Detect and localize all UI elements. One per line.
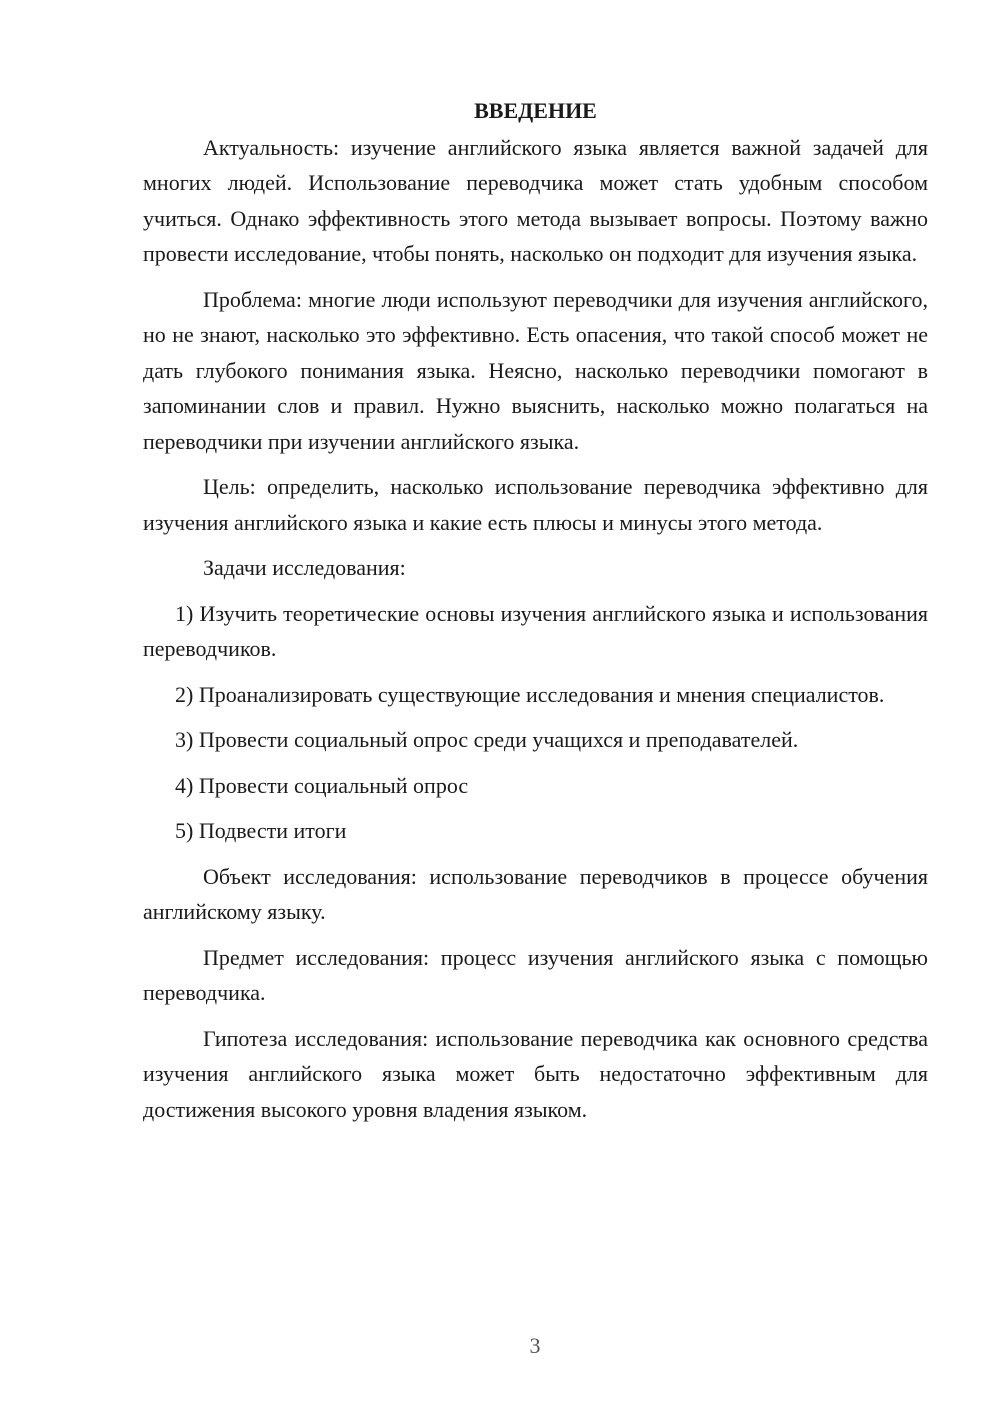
list-item-task-2: 2) Проанализировать существующие исследования и мнения специалистов. [175, 681, 885, 707]
relevance-paragraph: Актуальность: изучение английского языка является важной задачей для многих людей. Использование переводчика может стать удобным способом учиться. Однако эффективность этого метода вызывает вопросы. Поэтому важно провести исследование, чтобы понять, насколько он подходит для изучения языка. [143, 134, 928, 266]
page-content [143, 93, 928, 1137]
object-paragraph: Объект исследования: использование переводчиков в процессе обучения английскому языку. [143, 863, 928, 924]
goal-paragraph: Цель: определить, насколько использование переводчика эффективно для изучения английского языка и какие есть плюсы и минусы этого метода. [143, 474, 928, 535]
tasks-heading: Задачи исследования: [203, 555, 406, 580]
list-item-task-4: 4) Провести социальный опрос [175, 772, 469, 798]
list-item-task-1: 1) Изучить теоретические основы изучения английского языка и использования переводчиков. [143, 600, 928, 661]
list-item-task-3: 3) Провести социальный опрос среди учащихся и преподавателей. [175, 727, 799, 752]
page-number: 3 [529, 1333, 541, 1358]
hypothesis-paragraph: Гипотеза исследования: использование переводчика как основного средства изучения английского языка может быть недостаточно эффективным для достижения высокого уровня владения языком. [143, 1025, 928, 1122]
page-title: ВВЕДЕНИЕ [474, 98, 597, 123]
tasks-list [143, 596, 928, 849]
subject-paragraph: Предмет исследования: процесс изучения английского языка с помощью переводчика. [143, 944, 928, 1005]
problem-paragraph: Проблема: многие люди используют переводчики для изучения английского, но не знают, насколько это эффективно. Есть опасения, что такой способ может не дать глубокого понимания языка. Неясно, насколько переводчики помогают в запоминании слов и правил. Нужно выяснить, насколько можно полагаться на переводчики при изучении английского языка. [143, 286, 928, 454]
list-item-task-5: 5) Подвести итоги [175, 818, 347, 843]
